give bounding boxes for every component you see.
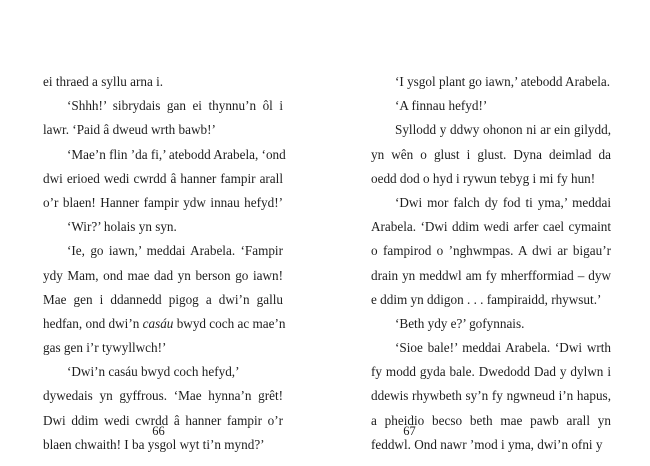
text-line: gas gen i’r tywyllwch!’ bbox=[43, 340, 167, 356]
right-page-text bbox=[371, 70, 611, 457]
page-number-right: 67 bbox=[403, 424, 416, 438]
text-line: ‘Beth ydy e?’ gofynnais. bbox=[395, 315, 525, 331]
left-page-text bbox=[43, 70, 286, 457]
text-line-with-emphasis bbox=[43, 312, 286, 336]
text-line: drain yn meddwl am fy mherfformiad – dyw bbox=[371, 267, 611, 283]
text-line: o’r blaen! Hanner fampir ydw innau hefyd!’ bbox=[43, 194, 283, 210]
text-line: a pheidio becso beth mae pawb arall yn bbox=[371, 412, 611, 428]
text-line: Mae gen i ddannedd pigog a dwi’n gallu bbox=[43, 291, 283, 307]
text-line: Arabela. ‘Dwi ddim wedi arfer cael cymaint bbox=[371, 219, 611, 235]
text-line: ‘Dwi mor falch dy fod ti yma,’ meddai bbox=[395, 194, 611, 210]
text-line: yn wên o glust i glust. Dyna deimlad da bbox=[371, 146, 611, 162]
text-line: o fampirod o ’nghwmpas. A dwi ar bigau’r bbox=[371, 243, 611, 259]
text-line: feddwl. Ond nawr ’mod i yma, dwi’n ofni y bbox=[371, 436, 603, 452]
text-line: dwi erioed wedi cwrdd â hanner fampir arall bbox=[43, 170, 283, 186]
text-line: ‘Dwi’n casáu bwyd coch hefyd,’ bbox=[67, 364, 240, 380]
text-line: ‘Shhh!’ sibrydais gan ei thynnu’n ôl i bbox=[67, 98, 283, 114]
text-line: e ddim yn ddigon . . . fampiraidd, rhywsut.’ bbox=[371, 291, 602, 307]
text-line: lawr. ‘Paid â dweud wrth bawb!’ bbox=[43, 122, 216, 138]
text-line: ydy Mam, ond mae dad yn berson go iawn! bbox=[43, 267, 283, 283]
text-line: ddewis rhywbeth sy’n fy ngwneud i’n hapus, bbox=[371, 388, 611, 404]
text-line: ‘Sioe bale!’ meddai Arabela. ‘Dwi wrth bbox=[395, 340, 611, 356]
text-line: fy modd gyda bale. Dwedodd Dad y dylwn i bbox=[371, 364, 611, 380]
text-fragment: bwyd coch ac mae’n bbox=[176, 315, 286, 331]
text-line: ‘A finnau hefyd!’ bbox=[395, 98, 488, 114]
text-line: ei thraed a syllu arna i. bbox=[43, 74, 164, 89]
emphasis-word: casáu bbox=[142, 315, 174, 331]
text-line: ‘Ie, go iawn,’ meddai Arabela. ‘Fampir bbox=[67, 243, 283, 259]
page-number-left: 66 bbox=[152, 424, 165, 438]
text-line: ‘Wir?’ holais yn syn. bbox=[67, 219, 177, 235]
right-page bbox=[325, 0, 650, 466]
text-line: dywedais yn gyffrous. ‘Mae hynna’n grêt! bbox=[43, 388, 283, 404]
text-line: Syllodd y ddwy ohonon ni ar ein gilydd, bbox=[395, 122, 611, 138]
text-line: oedd dod o hyd i rywun tebyg i mi fy hun! bbox=[371, 170, 596, 186]
text-line: blaen chwaith! I ba ysgol wyt ti’n mynd?’ bbox=[43, 436, 265, 452]
text-line: ‘Mae’n flin ’da fi,’ atebodd Arabela, ‘ond bbox=[67, 146, 286, 162]
text-line: Dwi ddim wedi cwrdd â hanner fampir o’r bbox=[43, 412, 283, 428]
text-fragment: hedfan, ond dwi’n bbox=[43, 315, 140, 331]
text-line: ‘I ysgol plant go iawn,’ atebodd Arabela. bbox=[395, 74, 611, 89]
